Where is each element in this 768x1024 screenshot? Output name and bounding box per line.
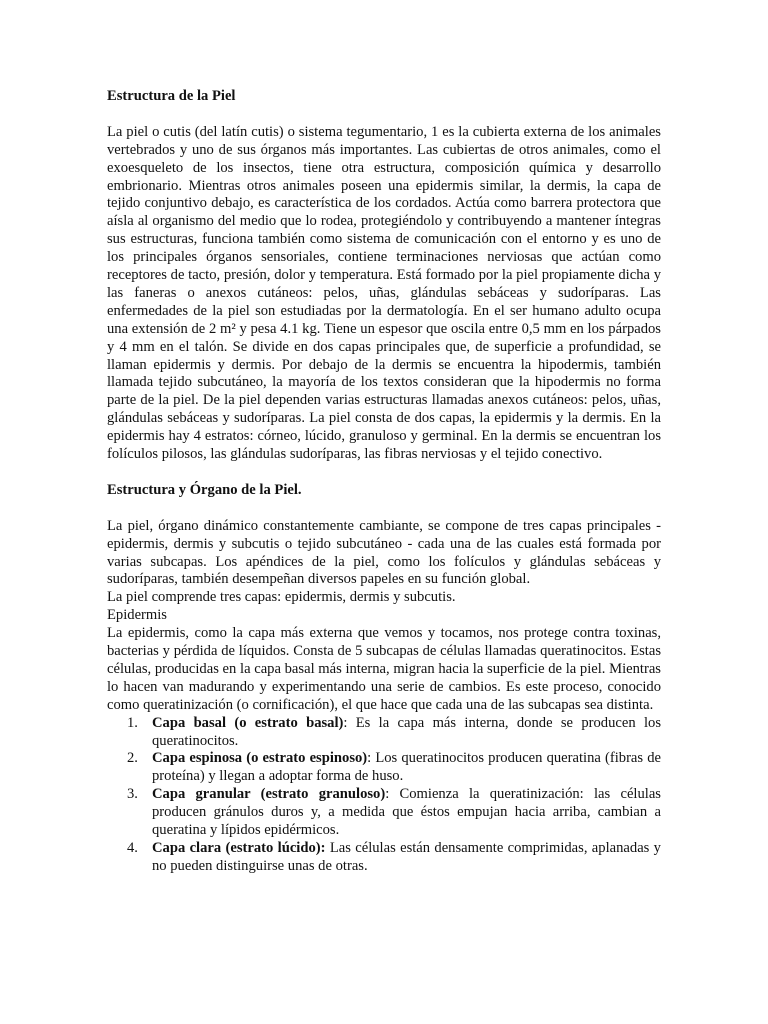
layers-line: La piel comprende tres capas: epidermis, dermis y subcutis. <box>107 589 456 606</box>
document-page <box>107 88 661 876</box>
list-item-text: : Comienza la queratinización: las células producen gránulos duros y, a medida que éstos empujan hacia arriba, cambian a queratina y lípidos epidérmicos. <box>152 786 661 839</box>
list-item-text: Las células están densamente comprimidas, aplanadas y no pueden distinguirse unas de otras. <box>152 840 661 874</box>
list-item-term: Capa granular (estrato granuloso) <box>152 786 386 803</box>
list-item-term: Capa espinosa (o estrato espinoso) <box>152 750 368 767</box>
list-item <box>107 786 661 840</box>
list-item <box>107 840 661 876</box>
list-item-number: 3. <box>127 786 138 803</box>
intro-paragraph: La piel, órgano dinámico constantemente cambiante, se compone de tres capas principales - epidermis, dermis y subcutis o tejido subcutáneo - cada una de las cuales está formada por varias subcapas. Los apéndices de la piel, como los folículos y glándulas sebáceas y sudoríparas, también desempeñan diversos papeles en su función global. <box>107 517 661 588</box>
list-item-text: : Los queratinocitos producen queratina (fibras de proteína) y llegan a adoptar forma de huso. <box>152 750 661 785</box>
list-item-text: : Es la capa más interna, donde se producen los queratinocitos. <box>152 714 661 749</box>
section-paragraph-estructura: La piel o cutis (del latín cutis) o sistema tegumentario, 1 es la cubierta externa de los animales vertebrados y uno de sus órganos más importantes. Las cubiertas de otros animales, como el exoesqueleto de los insectos, tiene otra estructura, composición química y desarrollo embrionario. Mientras otros animales poseen una epidermis similar, la dermis, la capa de tejido conjuntivo debajo, es característica de los cordados. Actúa como barrera protectora que aísla al organismo del medio que lo rodea, protegiéndolo y contribuyendo a mantener íntegras sus estructuras, funciona también como sistema de comunicación con el entorno y es uno de los principales órganos sensoriales, contiene terminaciones nerviosas que actúan como receptores de tacto, presión, dolor y temperatura. Está formado por la piel propiamente dicha y las faneras o anexos cutáneos: pelos, uñas, glándulas sebáceas y sudoríparas. Las enfermedades de la piel son estudiadas por la dermatología. En el ser humano adulto ocupa una extensión de 2 m² y pesa 4.1 kg. Tiene un espesor que oscila entre 0,5 mm en los párpados y 4 mm en el talón. Se divide en dos capas principales que, de superficie a profundidad, se llaman epidermis y dermis. Por debajo de la dermis se encuentra la hipodermis, también llamada tejido subcutáneo, la mayoría de los textos consideran que la hipodermis no forma parte de la piel. De la piel dependen varias estructuras llamadas anexos cutáneos: pelos, uñas, glándulas sebáceas y sudoríparas. La piel consta de dos capas, la epidermis y la dermis. En la epidermis hay 4 estratos: córneo, lúcido, granuloso y germinal. En la dermis se encuentran los folículos pilosos, las glándulas sudoríparas, las fibras nerviosas y el tejido conectivo. <box>107 123 661 463</box>
list-item-number: 4. <box>127 840 138 857</box>
list-item-term: Capa clara (estrato lúcido): <box>152 840 326 857</box>
list-item-term: Capa basal (o estrato basal) <box>152 714 344 731</box>
section-title-estructura: Estructura de la Piel <box>107 88 236 104</box>
epidermis-label: Epidermis <box>107 607 167 624</box>
section-title-estructura-organo: Estructura y Órgano de la Piel. <box>107 481 302 498</box>
list-item-number: 2. <box>127 750 138 767</box>
list-item <box>107 750 661 786</box>
list-item <box>107 715 661 751</box>
epidermis-paragraph: La epidermis, como la capa más externa que vemos y tocamos, nos protege contra toxinas, bacterias y pérdida de líquidos. Consta de 5 subcapas de células llamadas queratinocitos. Estas células, producidas en la capa basal más interna, migran hacia la superficie de la piel. Mientras lo hacen van madurando y experimentando una serie de cambios. Es este proceso, conocido como queratinización (o cornificación), el que hace que cada una de las subcapas sea distinta. <box>107 625 661 713</box>
list-item-number: 1. <box>127 714 138 731</box>
epidermis-layers-list <box>107 715 661 876</box>
